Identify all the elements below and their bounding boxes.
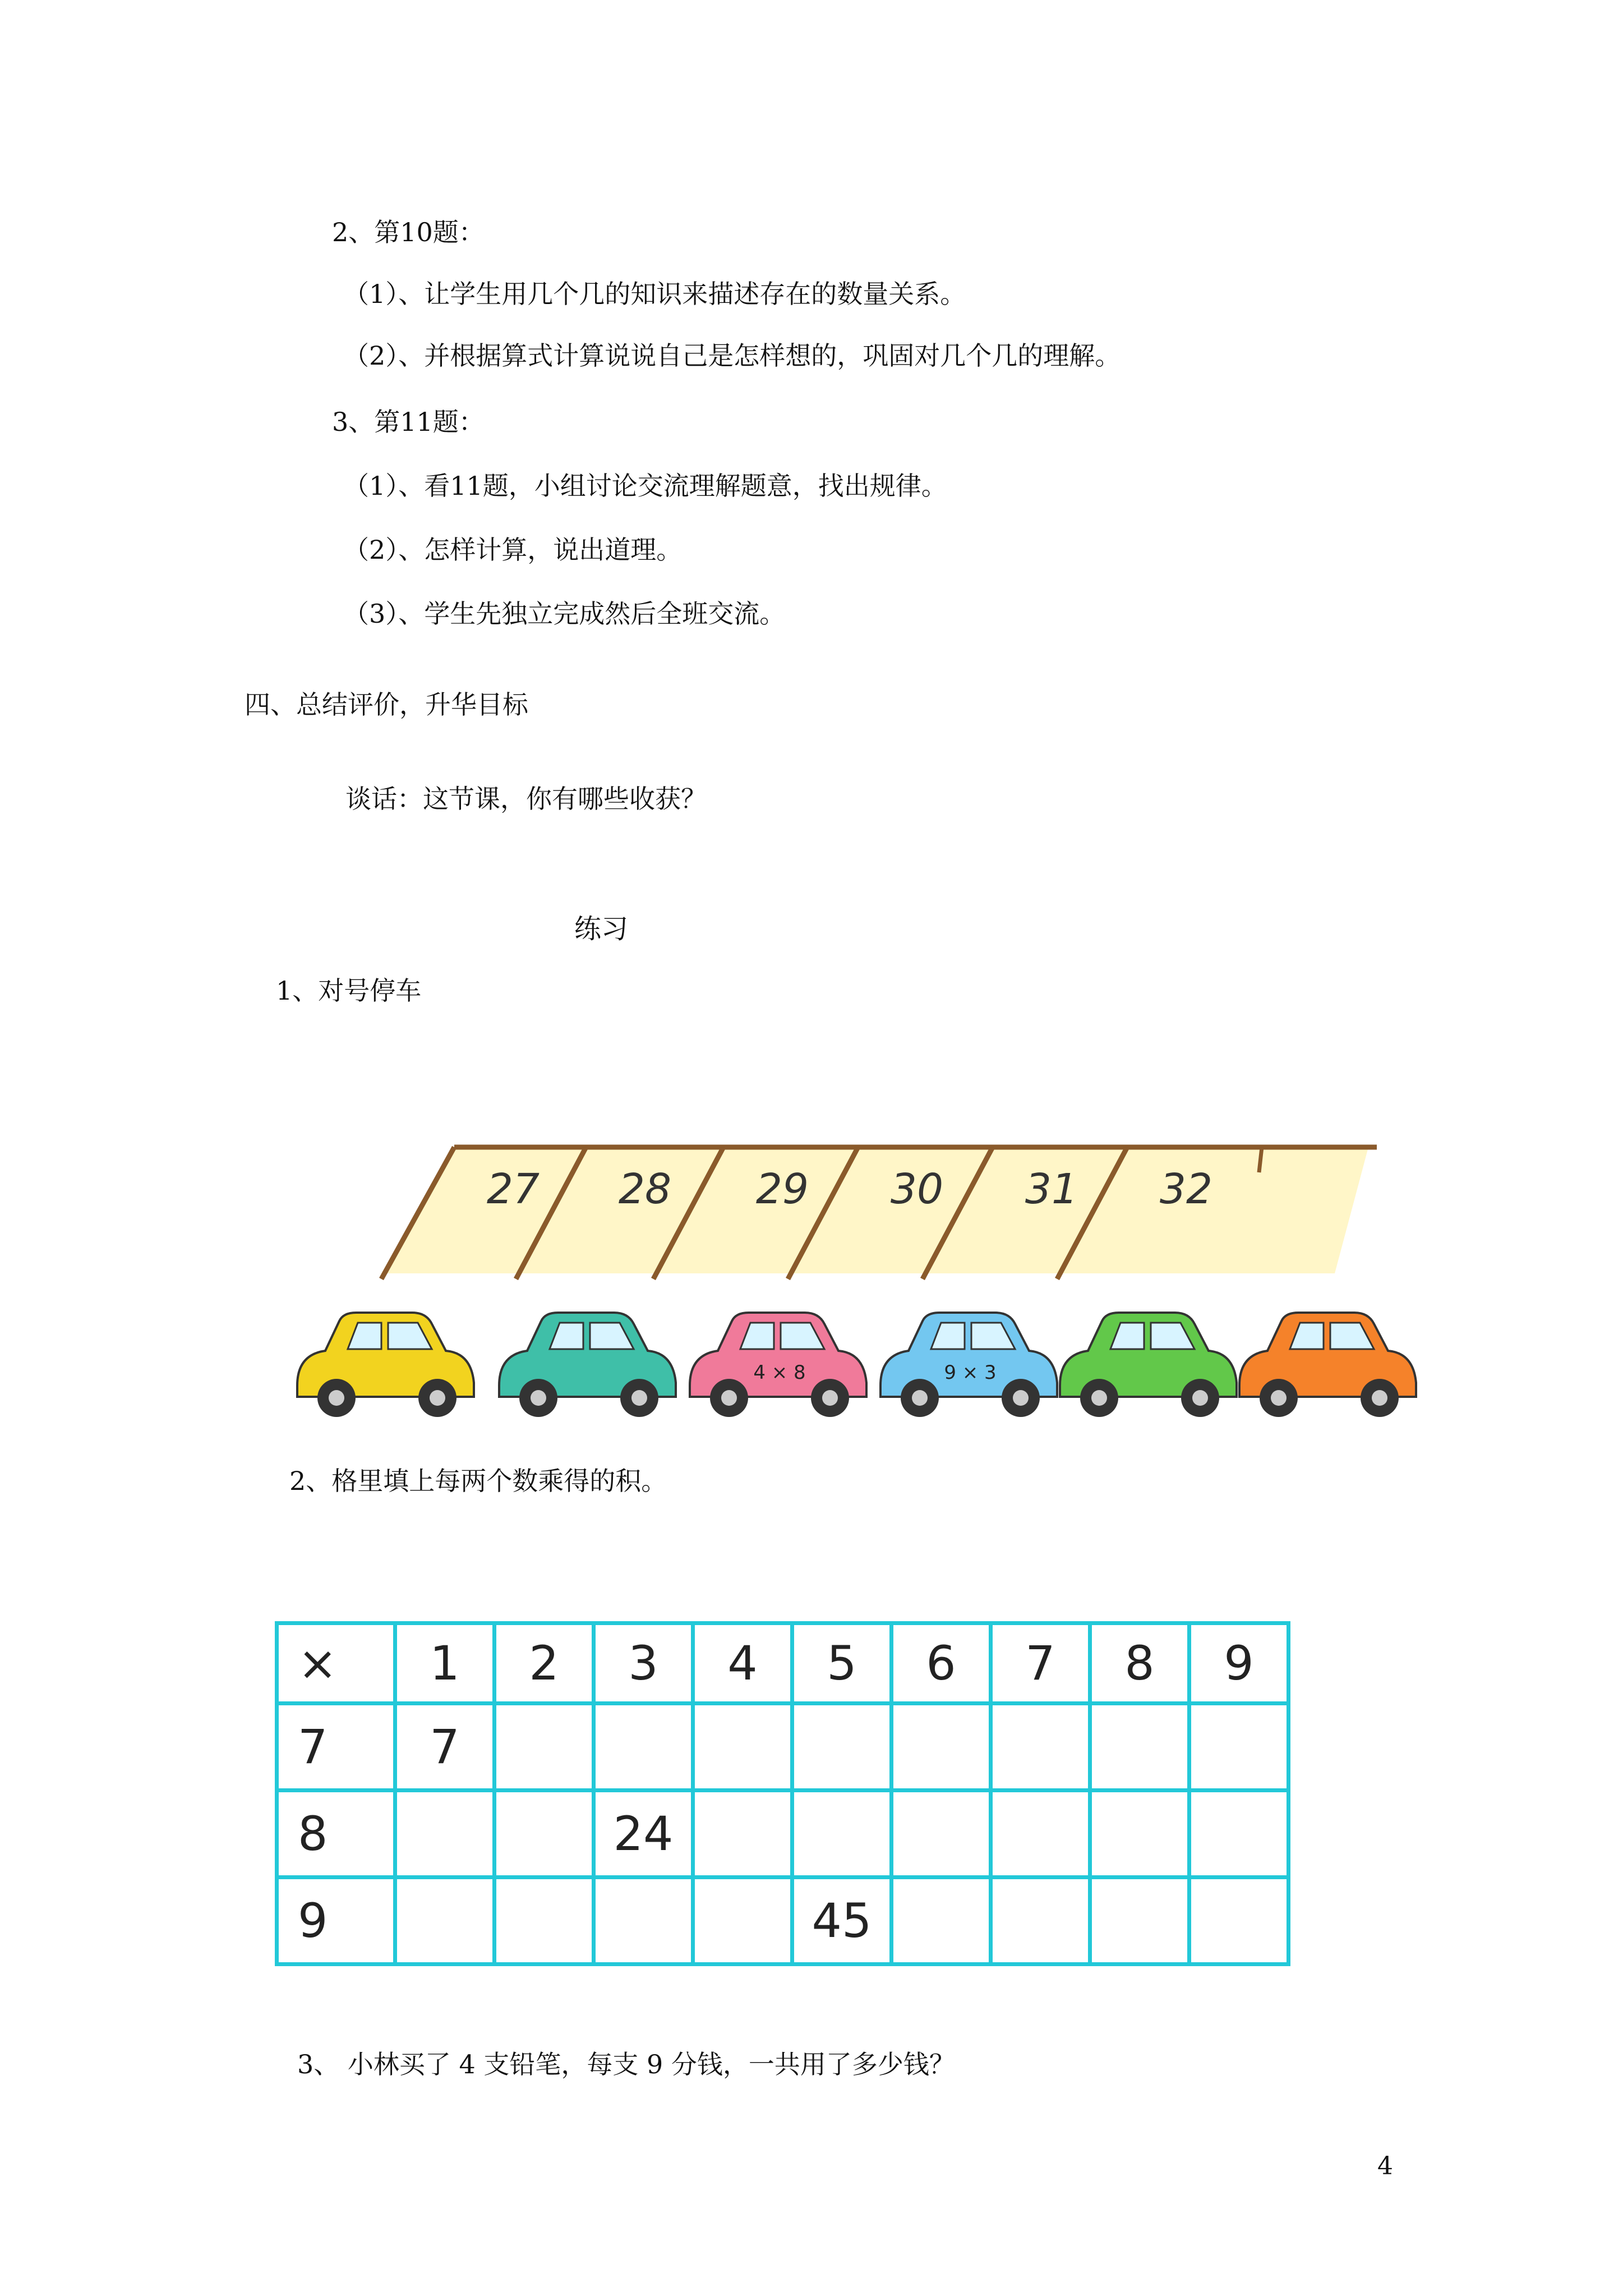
section-4-heading: 四、总结评价，升华目标 — [245, 689, 528, 720]
car-expression-label: 4 × 8 — [753, 1361, 806, 1384]
car-expression-label: 9 × 3 — [944, 1361, 997, 1384]
talk-line: 谈话：这节课，你有哪些收获？ — [345, 784, 707, 814]
page-number: 4 — [1377, 2152, 1393, 2180]
car-hubcap — [631, 1390, 647, 1406]
cars-row — [297, 1313, 1416, 1417]
car — [297, 1313, 474, 1417]
grid-answer-cell[interactable] — [1090, 1791, 1189, 1878]
grid-answer-cell[interactable] — [594, 1878, 693, 1964]
multiplication-grid — [275, 1621, 1290, 1966]
grid-row — [277, 1791, 1289, 1878]
grid-cell: 45 — [792, 1878, 892, 1964]
grid-answer-cell[interactable] — [1189, 1704, 1289, 1791]
grid-header-cell: 2 — [495, 1623, 594, 1704]
spot-number: 28 — [618, 1165, 672, 1213]
grid-header-cell: 3 — [594, 1623, 693, 1704]
grid-header-cell: 9 — [1189, 1623, 1289, 1704]
grid-answer-cell[interactable] — [693, 1878, 792, 1964]
parking-illustration — [269, 1032, 1419, 1464]
grid-header-cell: 8 — [1090, 1623, 1189, 1704]
question-3: 3、 小林买了 4 支铅笔，每支 9 分钱，一共用了多少钱？ — [297, 2049, 955, 2079]
grid-row — [277, 1704, 1289, 1791]
spot-number: 27 — [486, 1165, 540, 1213]
car-hubcap — [1013, 1390, 1029, 1406]
grid-answer-cell[interactable] — [792, 1791, 892, 1878]
grid-header-cell: 7 — [991, 1623, 1090, 1704]
grid-answer-cell[interactable] — [693, 1704, 792, 1791]
grid-answer-cell[interactable] — [495, 1878, 594, 1964]
car — [1060, 1313, 1237, 1417]
grid-cell: 24 — [594, 1791, 693, 1878]
question-1: 1、对号停车 — [276, 976, 422, 1006]
practice-title: 练习 — [574, 913, 629, 945]
question-2: 2、格里填上每两个数乘得的积。 — [289, 1466, 667, 1496]
car — [499, 1313, 676, 1417]
car — [690, 1313, 866, 1417]
item-2-1: （1）、让学生用几个几的知识来描述存在的数量关系。 — [343, 279, 966, 309]
grid-answer-cell[interactable] — [495, 1791, 594, 1878]
grid-row — [277, 1878, 1289, 1964]
grid-answer-cell[interactable] — [892, 1704, 991, 1791]
item-2-2: （2）、并根据算式计算说说自己是怎样想的，巩固对几个几的理解。 — [343, 341, 1121, 371]
grid-answer-cell[interactable] — [991, 1878, 1090, 1964]
grid-answer-cell[interactable] — [1090, 1704, 1189, 1791]
grid-row-label: 9 — [277, 1878, 395, 1964]
car-hubcap — [721, 1390, 737, 1406]
grid-answer-cell[interactable] — [693, 1791, 792, 1878]
spot-number: 30 — [890, 1165, 944, 1213]
lot-divider-line — [1259, 1147, 1262, 1172]
grid-answer-cell[interactable] — [991, 1704, 1090, 1791]
item-3-2: （2）、怎样计算，说出道理。 — [343, 535, 683, 565]
car-hubcap — [430, 1390, 445, 1406]
grid-answer-cell[interactable] — [1189, 1878, 1289, 1964]
grid-answer-cell[interactable] — [495, 1704, 594, 1791]
grid-answer-cell[interactable] — [1090, 1878, 1189, 1964]
grid-answer-cell[interactable] — [395, 1878, 495, 1964]
spot-number: 32 — [1159, 1165, 1213, 1213]
spot-number: 29 — [755, 1165, 809, 1213]
item-3-1: （1）、看11题，小组讨论交流理解题意，找出规律。 — [343, 471, 947, 501]
grid-header-cell: 6 — [892, 1623, 991, 1704]
car-hubcap — [1372, 1390, 1387, 1406]
section-3-heading: 3、第11题： — [332, 407, 485, 437]
car-hubcap — [531, 1390, 546, 1406]
grid-cell: 7 — [395, 1704, 495, 1791]
grid-row-label: 7 — [277, 1704, 395, 1791]
grid-answer-cell[interactable] — [1189, 1791, 1289, 1878]
car-hubcap — [822, 1390, 838, 1406]
grid-header-cell: 5 — [792, 1623, 892, 1704]
grid-answer-cell[interactable] — [395, 1791, 495, 1878]
grid-header-cell: 1 — [395, 1623, 495, 1704]
car-hubcap — [1091, 1390, 1107, 1406]
grid-row-label: 8 — [277, 1791, 395, 1878]
parking-lot — [381, 1147, 1377, 1279]
car-hubcap — [1271, 1390, 1287, 1406]
car — [1239, 1313, 1416, 1417]
grid-answer-cell[interactable] — [792, 1704, 892, 1791]
car — [880, 1313, 1057, 1417]
car-hubcap — [1192, 1390, 1208, 1406]
grid-header-cell: × — [277, 1623, 395, 1704]
car-hubcap — [912, 1390, 928, 1406]
spot-number: 31 — [1025, 1165, 1078, 1213]
grid-header-cell: 4 — [693, 1623, 792, 1704]
item-3-3: （3）、学生先独立完成然后全班交流。 — [343, 599, 786, 629]
car-hubcap — [329, 1390, 344, 1406]
grid-answer-cell[interactable] — [594, 1704, 693, 1791]
grid-answer-cell[interactable] — [892, 1791, 991, 1878]
section-2-heading: 2、第10题： — [332, 217, 485, 247]
grid-header-row — [277, 1623, 1289, 1704]
grid-answer-cell[interactable] — [892, 1878, 991, 1964]
grid-answer-cell[interactable] — [991, 1791, 1090, 1878]
